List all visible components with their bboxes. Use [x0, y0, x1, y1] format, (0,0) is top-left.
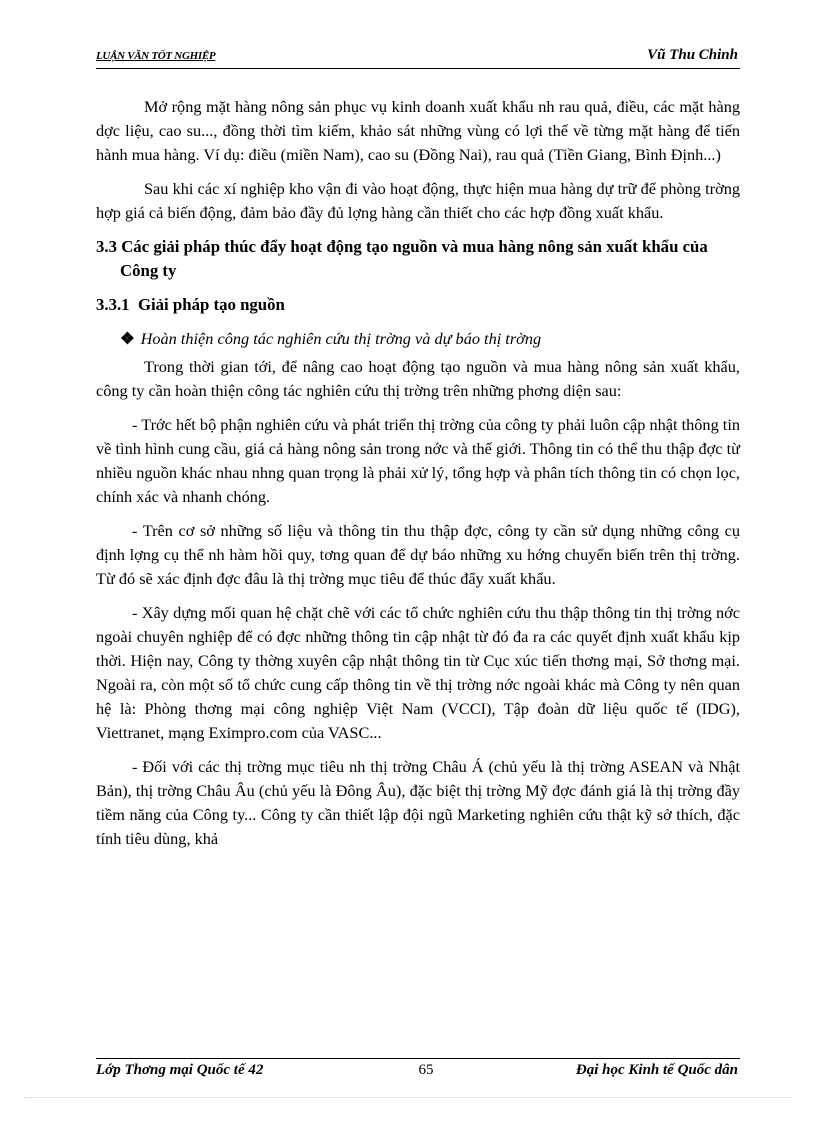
header-thesis-label: LUẬN VĂN TỐT NGHIỆP [96, 50, 216, 62]
subsection-number: 3.3.1 [96, 295, 130, 314]
page-bottom-edge [24, 1097, 792, 1098]
list-item-market-research: - Trớc hết bộ phận nghiên cứu và phát triển thị trờng của công ty phải luôn cập nhật thông tin về tình hình cung cầu, giá cả hàng nông sản trong nớc và thế giới. Thông tin có thể thu thập đợc từ nhiều nguồn khác nhau nhng quan trọng là phải xử lý, tổng hợp và phân tích thông tin có chọn lọc, chính xác và nhanh chóng. [96, 415, 740, 506]
section-title: Các giải pháp thúc đẩy hoạt động tạo nguồn và mua hàng nông sản xuất khẩu của Công ty [120, 237, 708, 280]
subsection-title: Giải pháp tạo nguồn [137, 295, 285, 314]
page-footer [96, 1058, 740, 1082]
paragraph-intro: Trong thời gian tới, để nâng cao hoạt động tạo nguồn và mua hàng nông sản xuất khẩu, công ty cần hoàn thiện công tác nghiên cứu thị trờng trên những phơng diện sau: [96, 357, 740, 400]
paragraph-warehouse: Sau khi các xí nghiệp kho vận đi vào hoạt động, thực hiện mua hàng dự trữ để phòng trờng hợp giá cả biến động, đảm bảo đầy đủ lợng hàng cần thiết cho các hợp đồng xuất khẩu. [96, 179, 740, 222]
bullet-heading [120, 327, 740, 351]
page-number: 65 [418, 1062, 434, 1078]
list-item-forecast-tools: - Trên cơ sở những số liệu và thông tin thu thập đợc, công ty cần sử dụng những công cụ định lợng cụ thể nh hàm hồi quy, tơng quan để dự báo những xu hớng chuyển biến trên thị trờng. Từ đó sẽ xác định đợc đâu là thị trờng mục tiêu để thúc đẩy xuất khẩu. [96, 521, 740, 588]
footer-class-name: Lớp Thơng mại Quốc tế 42 [96, 1062, 264, 1078]
subsection-heading [96, 293, 740, 317]
list-item-external-partners: - Xây dựng mối quan hệ chặt chẽ với các tổ chức nghiên cứu thu thập thông tin thị trờng nớc ngoài chuyên nghiệp để có đợc những thông tin cập nhật từ đó đa ra các quyết định xuất khẩu kịp thời. Hiện nay, Công ty thờng xuyên cập nhật thông tin từ Cục xúc tiến thơng mại, Sở thơng mại. Ngoài ra, còn một số tổ chức cung cấp thông tin về thị trờng nớc ngoài khác mà Công ty nên quan hệ là: Phòng thơng mại công nghiệp Việt Nam (VCCI), Tập đoàn dữ liệu quốc tế (IDG), Viettranet, mạng Eximpro.com của VASC... [96, 603, 740, 742]
header-divider [96, 68, 740, 69]
paragraph-expand-products: Mở rộng mặt hàng nông sản phục vụ kinh doanh xuất khẩu nh rau quả, điều, các mặt hàng dợc liệu, cao su..., đồng thời tìm kiếm, khảo sát những vùng có lợi thế về từng mặt hàng để tiến hành mua hàng. Ví dụ: điều (miền Nam), cao su (Đồng Nai), rau quả (Tiền Giang, Bình Định...) [96, 97, 740, 164]
page-body [96, 95, 740, 861]
footer-university: Đại học Kinh tế Quốc dân [575, 1062, 738, 1078]
header-author-name: Vũ Thu Chinh [647, 47, 738, 63]
page-header [96, 47, 740, 72]
section-number: 3.3 [96, 237, 117, 256]
section-heading [96, 235, 740, 283]
diamond-bullet-icon: ❖ [120, 329, 135, 348]
bullet-heading-text: Hoàn thiện công tác nghiên cứu thị trờng và dự báo thị trờng [140, 329, 542, 348]
footer-divider [96, 1058, 740, 1059]
list-item-target-markets: - Đối với các thị trờng mục tiêu nh thị trờng Châu Á (chủ yếu là thị trờng ASEAN và Nhật Bản), thị trờng Châu Âu (chủ yếu là Đông Âu), đặc biệt thị trờng Mỹ đợc đánh giá là thị trờng đầy tiềm năng của Công ty... Công ty cần thiết lập đội ngũ Marketing nghiên cứu thật kỹ sở thích, đặc tính tiêu dùng, khả [96, 757, 740, 848]
